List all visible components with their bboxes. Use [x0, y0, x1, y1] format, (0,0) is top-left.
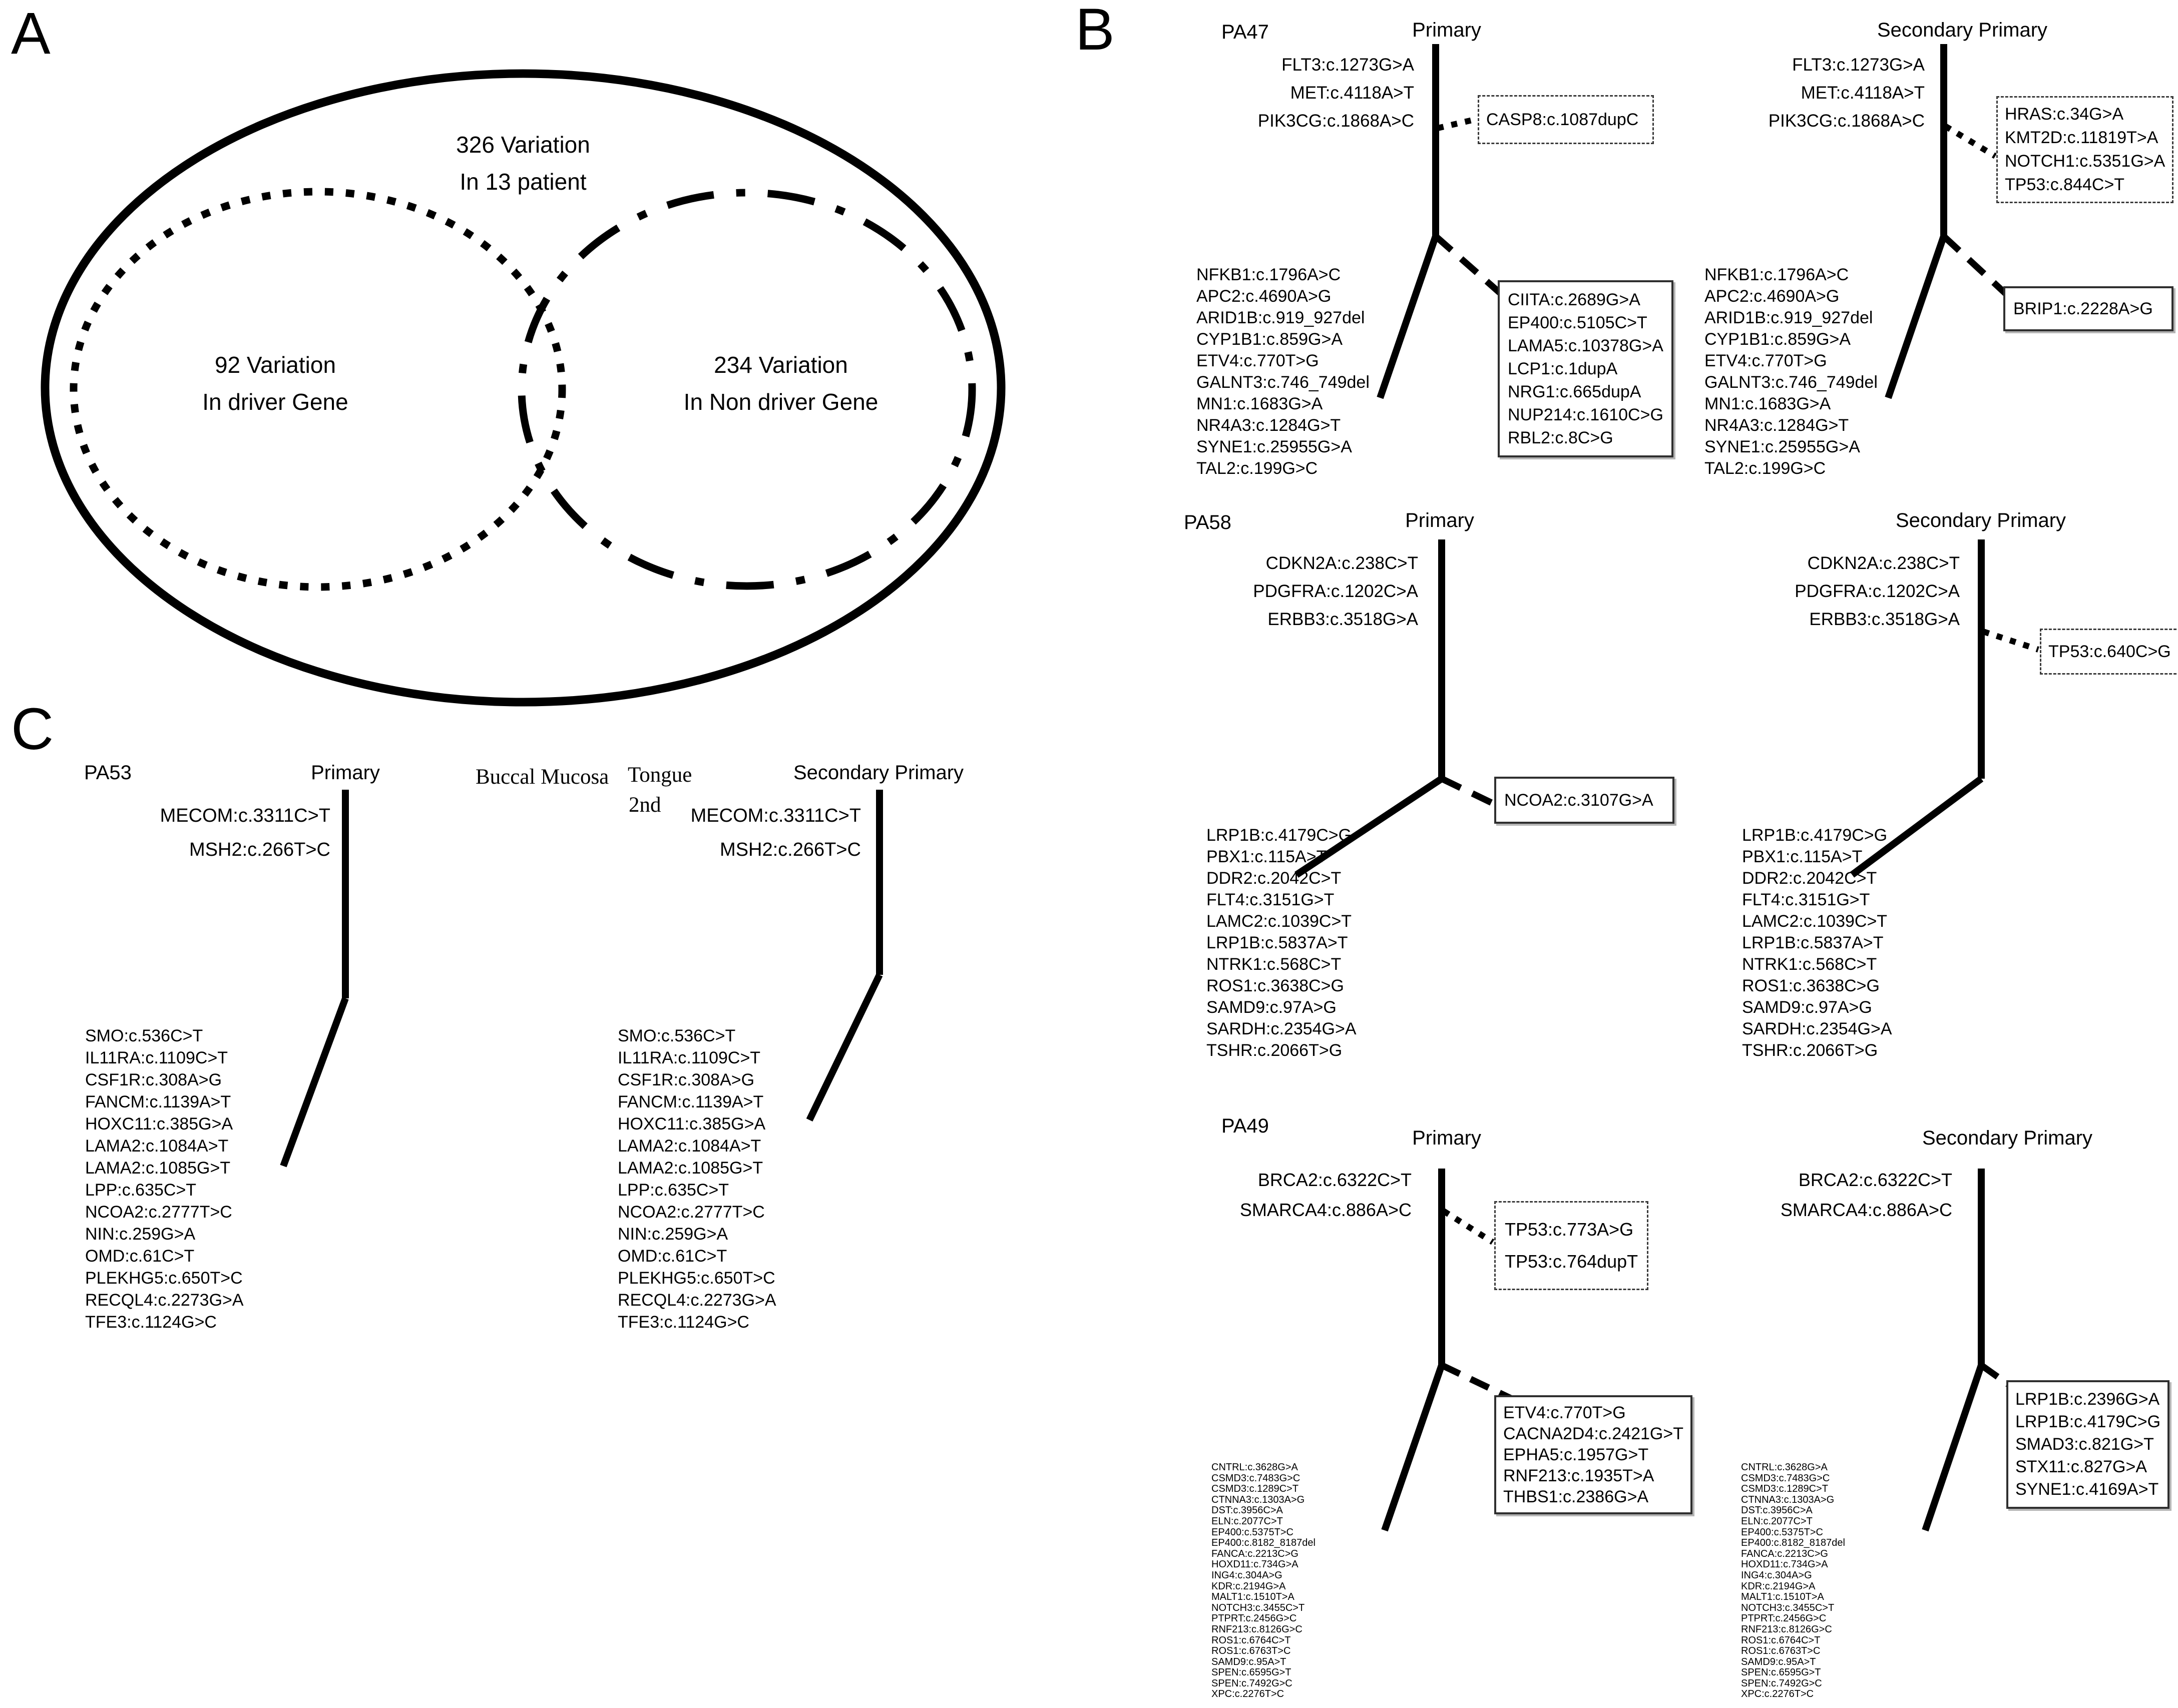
pa49-secondary-solid-box: [2006, 1380, 2169, 1509]
gene-variant: NTRK1:c.568C>T: [1742, 955, 1877, 974]
pa58-secondary-trunk-genes: [1770, 549, 1960, 634]
pa49-primary-solid-box: [1494, 1395, 1692, 1514]
gene-variant: HOXC11:c.385G>A: [618, 1114, 766, 1133]
pa47-secondary-dashed-box: [1996, 96, 2173, 203]
panel-b-label: B: [1075, 0, 1115, 63]
gene-variant: APC2:c.4690A>G: [1196, 287, 1332, 306]
pa47-secondary-left-branch: [1888, 236, 1944, 398]
gene-variant: HOXD11:c.734G>A: [1741, 1559, 1828, 1570]
gene-variant: RECQL4:c.2273G>A: [618, 1291, 776, 1310]
pa49-primary-trunk-genes: [1196, 1165, 1412, 1225]
pa53-buccal-header: Buccal Mucosa: [476, 765, 609, 789]
pa47-primary-dotted-connector: [1438, 119, 1477, 128]
pa58-primary-solid-box: [1494, 777, 1674, 824]
gene-variant: SMARCA4:c.886A>C: [1780, 1200, 1952, 1220]
gene-variant: FLT3:c.1273G>A: [1792, 55, 1925, 75]
pa49-primary-dashed-box: [1494, 1201, 1648, 1290]
gene-variant: NIN:c.259G>A: [618, 1225, 728, 1244]
gene-variant: LCP1:c.1dupA: [1508, 359, 1618, 378]
gene-variant: FANCM:c.1139A>T: [85, 1092, 231, 1111]
gene-variant: TSHR:c.2066T>G: [1742, 1041, 1878, 1060]
pa58-patient-label: PA58: [1184, 511, 1231, 533]
pa47-secondary-trunk-genes: [1734, 51, 1925, 135]
gene-variant: BRIP1:c.2228A>G: [2013, 299, 2153, 318]
pa47-primary-trunk-genes: [1224, 51, 1414, 135]
gene-variant: OMD:c.61C>T: [618, 1247, 727, 1266]
pa58-secondary-shared-genes: [1742, 825, 1892, 1061]
gene-variant: SPEN:c.6595G>T: [1211, 1667, 1291, 1678]
gene-variant: CYP1B1:c.859G>A: [1196, 330, 1343, 349]
pa49-secondary-header: Secondary Primary: [1922, 1127, 2093, 1149]
gene-variant: SYNE1:c.4169A>T: [2015, 1480, 2159, 1499]
gene-variant: NFKB1:c.1796A>C: [1704, 265, 1849, 284]
gene-variant: LRP1B:c.4179C>G: [2015, 1412, 2161, 1431]
gene-variant: ERBB3:c.3518G>A: [1267, 610, 1418, 629]
gene-variant: MECOM:c.3311C>T: [160, 805, 330, 826]
pa53-tongue-header-line1: Tongue: [628, 763, 692, 787]
gene-variant: GALNT3:c.746_749del: [1196, 373, 1370, 392]
gene-variant: BRCA2:c.6322C>T: [1257, 1170, 1412, 1190]
gene-variant: SPEN:c.6595G>T: [1741, 1667, 1821, 1678]
gene-variant: CSF1R:c.308A>G: [618, 1070, 755, 1089]
gene-variant: EP400:c.5375T>C: [1741, 1526, 1823, 1538]
gene-variant: SYNE1:c.25955G>A: [1196, 437, 1352, 456]
gene-variant: LAMC2:c.1039C>T: [1742, 912, 1888, 931]
gene-variant: CASP8:c.1087dupC: [1486, 110, 1639, 129]
gene-variant: CDKN2A:c.238C>T: [1807, 553, 1960, 573]
gene-variant: SARDH:c.2354G>A: [1206, 1019, 1357, 1038]
pa47-secondary-solid-box: [2003, 286, 2173, 331]
gene-variant: MN1:c.1683G>A: [1196, 394, 1323, 413]
pa47-primary-header: Primary: [1412, 19, 1481, 41]
gene-variant: ING4:c.304A>G: [1211, 1569, 1282, 1581]
gene-variant: PDGFRA:c.1202C>A: [1253, 582, 1418, 601]
gene-variant: LAMA5:c.10378G>A: [1508, 336, 1663, 355]
pa49-secondary-left-branch: [1925, 1365, 1981, 1530]
pa53-tongue-header-line2: 2nd: [629, 793, 661, 817]
gene-variant: SMO:c.536C>T: [85, 1026, 203, 1045]
pa49-primary-dotted-connector: [1444, 1211, 1493, 1242]
gene-variant: LRP1B:c.5837A>T: [1742, 933, 1884, 952]
gene-variant: OMD:c.61C>T: [85, 1247, 195, 1266]
gene-variant: ROS1:c.6764C>T: [1741, 1634, 1821, 1646]
gene-variant: NCOA2:c.2777T>C: [618, 1203, 765, 1222]
gene-variant: SPEN:c.7492G>C: [1741, 1677, 1822, 1689]
pa53-secondary-branch: [809, 975, 880, 1120]
gene-variant: SMAD3:c.821G>T: [2015, 1435, 2154, 1454]
pa49-primary-dashed-branch: [1442, 1365, 1512, 1399]
gene-variant: TAL2:c.199G>C: [1196, 459, 1318, 478]
gene-variant: MET:c.4118A>T: [1801, 83, 1925, 103]
gene-variant: TP53:c.773A>G: [1505, 1219, 1634, 1240]
gene-variant: DST:c.3956C>A: [1741, 1505, 1813, 1516]
gene-variant: LAMA2:c.1085G>T: [85, 1159, 231, 1178]
gene-variant: MSH2:c.266T>C: [720, 839, 861, 860]
gene-variant: RNF213:c.1935T>A: [1503, 1466, 1654, 1485]
gene-variant: NOTCH3:c.3455C>T: [1741, 1602, 1835, 1613]
gene-variant: KDR:c.2194G>A: [1211, 1580, 1286, 1592]
pa47-secondary-dotted-connector: [1945, 126, 1995, 156]
pa53-patient-label: PA53: [84, 762, 132, 784]
gene-variant: CACNA2D4:c.2421G>T: [1503, 1424, 1683, 1443]
venn-driver-line2: In driver Gene: [202, 389, 348, 415]
gene-variant: CYP1B1:c.859G>A: [1704, 330, 1851, 349]
venn-nondriver-line1: 234 Variation: [714, 352, 848, 378]
gene-variant: DDR2:c.2042C>T: [1742, 869, 1877, 888]
gene-variant: KMT2D:c.11819T>A: [2005, 128, 2158, 147]
pa53-primary-header: Primary: [311, 762, 380, 784]
gene-variant: NOTCH1:c.5351G>A: [2005, 152, 2165, 171]
gene-variant: SAMD9:c.97A>G: [1742, 998, 1872, 1017]
gene-variant: ARID1B:c.919_927del: [1704, 308, 1873, 327]
gene-variant: MSH2:c.266T>C: [189, 839, 330, 860]
pa58-primary-header: Primary: [1405, 509, 1474, 531]
gene-variant: ETV4:c.770T>G: [1503, 1403, 1626, 1422]
pa47-primary-shared-genes: [1196, 264, 1370, 479]
gene-variant: PDGFRA:c.1202C>A: [1795, 582, 1960, 601]
gene-variant: ING4:c.304A>G: [1741, 1569, 1812, 1581]
gene-variant: PTPRT:c.2456G>C: [1211, 1613, 1297, 1624]
pa47-secondary-header: Secondary Primary: [1877, 19, 2048, 41]
gene-variant: LRP1B:c.4179C>G: [1742, 826, 1888, 845]
pa58-secondary-header: Secondary Primary: [1895, 509, 2066, 531]
gene-variant: CTNNA3:c.1303A>G: [1211, 1494, 1305, 1505]
gene-variant: ROS1:c.6764C>T: [1211, 1634, 1291, 1646]
pa49-primary-left-branch: [1385, 1365, 1442, 1530]
pa49-primary-shared-genes: [1211, 1462, 1316, 1700]
gene-variant: MALT1:c.1510T>A: [1741, 1591, 1824, 1603]
gene-variant: THBS1:c.2386G>A: [1503, 1487, 1649, 1506]
pa58-secondary-dotted-connector: [1983, 632, 2038, 650]
gene-variant: ROS1:c.3638C>G: [1742, 976, 1880, 995]
gene-variant: EPHA5:c.1957G>T: [1503, 1445, 1649, 1464]
gene-variant: MN1:c.1683G>A: [1704, 394, 1831, 413]
gene-variant: PIK3CG:c.1868A>C: [1768, 111, 1925, 131]
gene-variant: NOTCH3:c.3455C>T: [1211, 1602, 1305, 1613]
gene-variant: SARDH:c.2354G>A: [1742, 1019, 1892, 1038]
pa58-secondary-dashed-box: [2040, 629, 2178, 675]
gene-variant: EP400:c.5375T>C: [1211, 1526, 1293, 1538]
gene-variant: NR4A3:c.1284G>T: [1704, 416, 1849, 435]
gene-variant: LAMA2:c.1085G>T: [618, 1159, 763, 1178]
gene-variant: GALNT3:c.746_749del: [1704, 373, 1878, 392]
gene-variant: FLT4:c.3151G>T: [1206, 890, 1335, 909]
gene-variant: HRAS:c.34G>A: [2005, 105, 2124, 124]
gene-variant: KDR:c.2194G>A: [1741, 1580, 1816, 1592]
gene-variant: PTPRT:c.2456G>C: [1741, 1613, 1827, 1624]
gene-variant: FANCA:c.2213C>G: [1211, 1548, 1298, 1559]
gene-variant: LPP:c.635C>T: [618, 1181, 729, 1200]
gene-variant: STX11:c.827G>A: [2015, 1457, 2147, 1476]
gene-variant: RNF213:c.8126G>C: [1211, 1623, 1302, 1635]
gene-variant: ROS1:c.6763T>C: [1741, 1645, 1821, 1657]
gene-variant: CIITA:c.2689G>A: [1508, 290, 1640, 309]
venn-nondriver-line2: In Non driver Gene: [683, 389, 879, 415]
gene-variant: SAMD9:c.95A>T: [1211, 1656, 1286, 1667]
gene-variant: SPEN:c.7492G>C: [1211, 1677, 1292, 1689]
gene-variant: TP53:c.764dupT: [1505, 1251, 1638, 1272]
pa53-primary-branch: [283, 998, 345, 1166]
gene-variant: EP400:c.8182_8187del: [1211, 1537, 1316, 1549]
pa58-primary-dashed-branch: [1442, 779, 1496, 805]
pa47-secondary-shared-genes: [1704, 264, 1878, 479]
gene-variant: LPP:c.635C>T: [85, 1181, 197, 1200]
venn-driver-line1: 92 Variation: [214, 352, 336, 378]
venn-nondriver-text: [576, 346, 986, 420]
pa58-primary-shared-genes: [1206, 825, 1357, 1061]
gene-variant: MET:c.4118A>T: [1290, 83, 1414, 103]
gene-variant: PLEKHG5:c.650T>C: [618, 1269, 775, 1288]
pa47-primary-left-branch: [1380, 236, 1436, 398]
gene-variant: TP53:c.844C>T: [2005, 175, 2125, 194]
panel-c-label: C: [11, 696, 54, 762]
gene-variant: LAMA2:c.1084A>T: [85, 1136, 229, 1156]
pa49-secondary-shared-genes: [1741, 1462, 1845, 1700]
gene-variant: SAMD9:c.97A>G: [1206, 998, 1337, 1017]
gene-variant: ELN:c.2077C>T: [1211, 1515, 1283, 1527]
gene-variant: FANCA:c.2213C>G: [1741, 1548, 1828, 1559]
gene-variant: PBX1:c.115A>T: [1206, 847, 1327, 866]
gene-variant: ERBB3:c.3518G>A: [1809, 610, 1960, 629]
pa47-primary-dashed-box: [1478, 95, 1654, 144]
gene-variant: ETV4:c.770T>G: [1196, 351, 1319, 370]
gene-variant: TP53:c.640C>G: [2048, 642, 2171, 661]
pa49-primary-header: Primary: [1412, 1127, 1481, 1149]
gene-variant: NR4A3:c.1284G>T: [1196, 416, 1341, 435]
gene-variant: FLT3:c.1273G>A: [1281, 55, 1414, 75]
gene-variant: HOXD11:c.734G>A: [1211, 1559, 1298, 1570]
gene-variant: NTRK1:c.568C>T: [1206, 955, 1342, 974]
pa47-primary-dashed-branch: [1436, 236, 1500, 293]
gene-variant: IL11RA:c.1109C>T: [618, 1048, 761, 1067]
gene-variant: NRG1:c.665dupA: [1508, 382, 1641, 401]
gene-variant: FLT4:c.3151G>T: [1742, 890, 1870, 909]
gene-variant: ARID1B:c.919_927del: [1196, 308, 1365, 327]
gene-variant: DST:c.3956C>A: [1211, 1505, 1283, 1516]
gene-variant: CSMD3:c.7483G>C: [1211, 1472, 1300, 1484]
venn-total-line1: 326 Variation: [456, 132, 590, 158]
gene-variant: LRP1B:c.4179C>G: [1206, 826, 1352, 845]
gene-variant: CSMD3:c.1289C>T: [1211, 1483, 1298, 1495]
gene-variant: SYNE1:c.25955G>A: [1704, 437, 1860, 456]
pa47-patient-label: PA47: [1221, 21, 1269, 43]
gene-variant: NIN:c.259G>A: [85, 1225, 196, 1244]
gene-variant: ROS1:c.3638C>G: [1206, 976, 1344, 995]
gene-variant: DDR2:c.2042C>T: [1206, 869, 1342, 888]
gene-variant: XPC:c.2276T>C: [1741, 1688, 1814, 1700]
gene-variant: CNTRL:c.3628G>A: [1211, 1462, 1298, 1473]
gene-variant: RNF213:c.8126G>C: [1741, 1623, 1832, 1635]
pa53-secondary-trunk-genes: [671, 799, 861, 867]
gene-variant: NFKB1:c.1796A>C: [1196, 265, 1341, 284]
gene-variant: XPC:c.2276T>C: [1211, 1688, 1284, 1700]
venn-total-line2: In 13 patient: [460, 169, 587, 195]
pa53-secondary-shared-genes: [618, 1025, 776, 1333]
gene-variant: PIK3CG:c.1868A>C: [1257, 111, 1414, 131]
gene-variant: CTNNA3:c.1303A>G: [1741, 1494, 1835, 1505]
pa58-primary-trunk-genes: [1228, 549, 1418, 634]
gene-variant: LAMC2:c.1039C>T: [1206, 912, 1352, 931]
gene-variant: PLEKHG5:c.650T>C: [85, 1269, 243, 1288]
pa53-primary-shared-genes: [85, 1025, 244, 1333]
gene-variant: ETV4:c.770T>G: [1704, 351, 1827, 370]
gene-variant: TFE3:c.1124G>C: [618, 1313, 749, 1332]
gene-variant: CNTRL:c.3628G>A: [1741, 1462, 1828, 1473]
gene-variant: PBX1:c.115A>T: [1742, 847, 1863, 866]
gene-variant: MECOM:c.3311C>T: [690, 805, 861, 826]
gene-variant: APC2:c.4690A>G: [1704, 287, 1840, 306]
gene-variant: SAMD9:c.95A>T: [1741, 1656, 1816, 1667]
pa53-secondary-header: Secondary Primary: [793, 762, 964, 784]
gene-variant: LRP1B:c.2396G>A: [2015, 1390, 2160, 1409]
gene-variant: CDKN2A:c.238C>T: [1265, 553, 1418, 573]
gene-variant: EP400:c.8182_8187del: [1741, 1537, 1845, 1549]
panel-a-label: A: [11, 1, 51, 67]
pa53-primary-trunk-genes: [140, 799, 330, 867]
gene-variant: SMARCA4:c.886A>C: [1239, 1200, 1412, 1220]
gene-variant: NCOA2:c.3107G>A: [1504, 791, 1653, 810]
gene-variant: NUP214:c.1610C>G: [1508, 405, 1663, 424]
gene-variant: FANCM:c.1139A>T: [618, 1092, 764, 1111]
pa47-primary-solid-box: [1498, 280, 1673, 457]
gene-variant: CSMD3:c.1289C>T: [1741, 1483, 1828, 1495]
gene-variant: MALT1:c.1510T>A: [1211, 1591, 1294, 1603]
gene-variant: CSMD3:c.7483G>C: [1741, 1472, 1830, 1484]
gene-variant: SMO:c.536C>T: [618, 1026, 736, 1045]
gene-variant: LRP1B:c.5837A>T: [1206, 933, 1348, 952]
pa49-patient-label: PA49: [1221, 1115, 1269, 1137]
gene-variant: LAMA2:c.1084A>T: [618, 1136, 761, 1156]
gene-variant: CSF1R:c.308A>G: [85, 1070, 222, 1089]
gene-variant: NCOA2:c.2777T>C: [85, 1203, 232, 1222]
pa47-secondary-dashed-branch: [1944, 236, 2006, 294]
venn-driver-text: [75, 346, 476, 420]
gene-variant: EP400:c.5105C>T: [1508, 313, 1647, 332]
gene-variant: BRCA2:c.6322C>T: [1798, 1170, 1952, 1190]
venn-total-text: [273, 126, 773, 200]
gene-variant: RBL2:c.8C>G: [1508, 428, 1613, 447]
gene-variant: IL11RA:c.1109C>T: [85, 1048, 228, 1067]
gene-variant: HOXC11:c.385G>A: [85, 1114, 233, 1133]
gene-variant: ROS1:c.6763T>C: [1211, 1645, 1291, 1657]
gene-variant: TFE3:c.1124G>C: [85, 1313, 217, 1332]
gene-variant: ELN:c.2077C>T: [1741, 1515, 1813, 1527]
gene-variant: TAL2:c.199G>C: [1704, 459, 1826, 478]
pa49-secondary-trunk-genes: [1737, 1165, 1952, 1225]
gene-variant: TSHR:c.2066T>G: [1206, 1041, 1343, 1060]
gene-variant: RECQL4:c.2273G>A: [85, 1291, 244, 1310]
